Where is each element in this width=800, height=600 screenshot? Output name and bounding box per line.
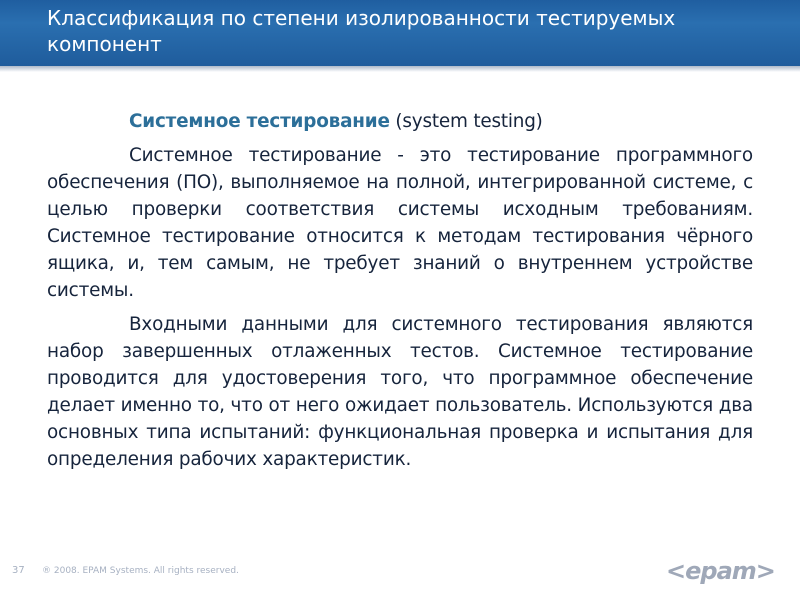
page-number: 37 [12,565,25,576]
body-paragraph-definition: Системное тестирование - это тестирование программного обеспечения (ПО), выполняемое на полной, интегрированной системе, с целью проверки соответствия системы исходным требованиям. Системное тестирование относится к методам тестирования чёрного ящика, и, тем самым, не требует знаний о внутреннем устройстве системы. [47,145,753,301]
section-heading-suffix: (system testing) [389,111,543,132]
content-area [47,108,753,480]
body-paragraph-inputs: Входными данными для системного тестирования являются набор завершенных отлаженных тестов. Системное тестирование проводится для удостоверения того, что программное обеспечение делает именно то, что от него ожидает пользователь. Используются два основных типа испытаний: функциональная проверка и испытания для определения рабочих характеристик. [47,314,753,470]
section-heading-strong: Системное тестирование [129,111,390,132]
copyright-text: ® 2008. EPAM Systems. All rights reserved. [42,566,239,576]
section-heading [47,108,753,135]
epam-logo: <epam> [666,557,775,585]
slide-title: Классификация по степени изолированности тестируемых компонент [47,6,676,56]
header-shadow [0,66,800,72]
footer [0,556,800,600]
